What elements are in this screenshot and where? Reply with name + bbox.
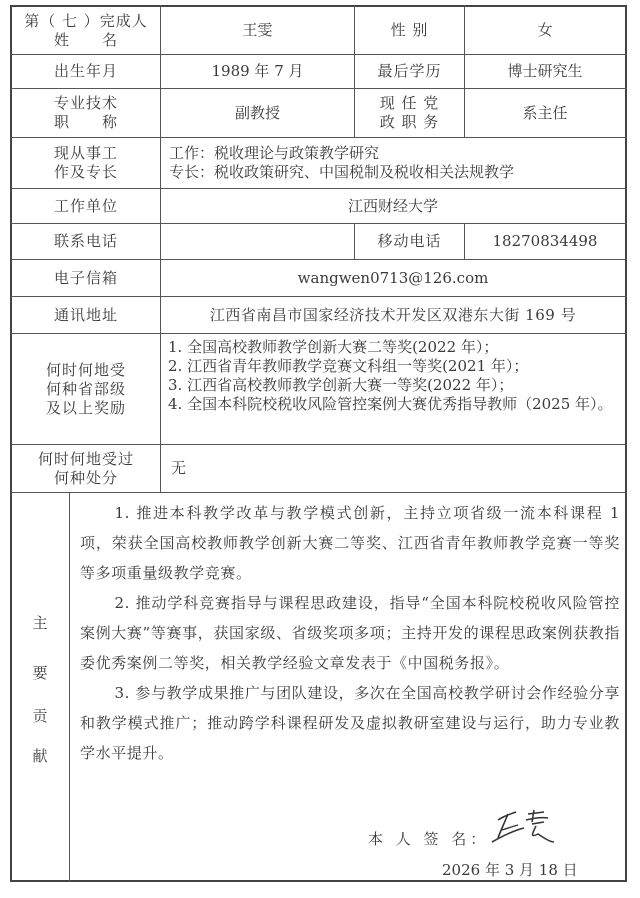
signature-label: 本 人 签 名：: [368, 830, 490, 848]
col-divider: [69, 492, 70, 882]
award-item: 4. 全国本科院校税收风险管控案例大赛优秀指导教师（2025 年）。: [168, 395, 613, 413]
work-line: 工作：税收理论与政策教学研究: [169, 144, 380, 162]
email-label: 电子信箱: [53, 268, 118, 287]
name-label: [12, 7, 160, 54]
work-value: [161, 138, 625, 188]
phone-label: 联系电话: [53, 232, 118, 250]
gender-label: 性 别: [390, 21, 429, 39]
award-item: 2. 江西省青年教师教学竞赛文科组一等奖(2021 年）；: [168, 357, 529, 375]
punishment-label-line1: 何时何地受过: [37, 449, 134, 468]
title-label-line2: 职 称: [53, 113, 118, 131]
work-label: [12, 138, 160, 188]
phone-value: [161, 224, 354, 259]
email-value: wangwen0713@126.com: [297, 268, 489, 287]
education-label: 最后学历: [377, 62, 442, 80]
row-divider: [10, 492, 627, 493]
punishment-value: 无: [171, 459, 187, 477]
post-value: 系主任: [522, 103, 568, 122]
signature-image: [488, 808, 558, 848]
contrib-paragraph: 1. 推进本科教学改革与教学模式创新，主持立项省级一流本科课程 1 项，荣获全国高校教师教学创新大赛二等奖、江西省青年教师教学竞赛一等奖等多项重量级教学竞赛。: [80, 504, 620, 582]
title-value: 副教授: [234, 103, 280, 122]
birth-value: 1989 年 7 月: [211, 62, 304, 80]
title-label-line1: 专业技术: [53, 94, 118, 112]
work-label-line1: 现从事工: [53, 144, 118, 162]
title-label: [12, 89, 160, 137]
name-label-line1: 第（ 七 ）完成人: [24, 11, 148, 30]
mobile-label: 移动电话: [377, 232, 442, 250]
specialty-line: 专长：税收政策研究、中国税制及税收相关法规教学: [169, 163, 515, 181]
birth-label: 出生年月: [53, 62, 118, 80]
awards-label-line1: 何时何地受: [45, 360, 126, 379]
mobile-value: 18270834498: [492, 232, 598, 250]
contributions-text: [80, 498, 620, 768]
handwritten-signature: [488, 808, 558, 848]
name-label-line2: 姓 名: [53, 30, 118, 49]
contrib-label-char: 献: [32, 747, 48, 765]
contrib-label-char: 要: [32, 664, 48, 682]
post-label: [355, 89, 464, 137]
awards-label-line2: 何种省部级: [45, 379, 126, 398]
post-label-line2: 政 职 务: [379, 113, 440, 131]
education-value: 博士研究生: [507, 62, 583, 80]
unit-label: 工作单位: [53, 196, 118, 215]
name-value: 王雯: [242, 21, 273, 39]
post-label-line1: 现 任 党: [379, 94, 440, 112]
awards-label: [12, 334, 160, 444]
awards-list: [168, 338, 626, 414]
unit-value: 江西财经大学: [347, 196, 438, 215]
gender-value: 女: [537, 21, 553, 39]
address-label: 通讯地址: [53, 305, 118, 324]
signature-date: 2026 年 3 月 18 日: [442, 861, 578, 879]
address-value: 江西省南昌市国家经济技术开发区双港东大街 169 号: [209, 305, 577, 324]
contrib-label-char: 主: [32, 614, 48, 632]
contrib-paragraph: 3. 参与教学成果推广与团队建设，多次在全国高校教学研讨会作经验分享和教学模式推广；推动跨学科课程研发及虚拟教研室建设与运行，助力专业教学水平提升。: [80, 684, 620, 762]
punishment-label-line2: 何种处分: [53, 468, 118, 487]
contrib-label-char: 贡: [32, 707, 48, 725]
awards-label-line3: 及以上奖励: [45, 398, 126, 417]
work-label-line2: 作及专长: [53, 163, 118, 181]
punishment-label: [12, 445, 160, 492]
contrib-paragraph: 2. 推动学科竞赛指导与课程思政建设，指导“全国本科院校税收风险管控案例大赛”等赛事，获国家级、省级奖项多项；主持开发的课程思政案例获教指委优秀案例二等奖，相关教学经验文章发表于《中国税务报》。: [80, 594, 620, 672]
award-item: 1. 全国高校教师教学创新大赛二等奖(2022 年）；: [168, 338, 499, 356]
award-item: 3. 江西省高校教师教学创新大赛一等奖(2022 年）；: [168, 376, 514, 394]
